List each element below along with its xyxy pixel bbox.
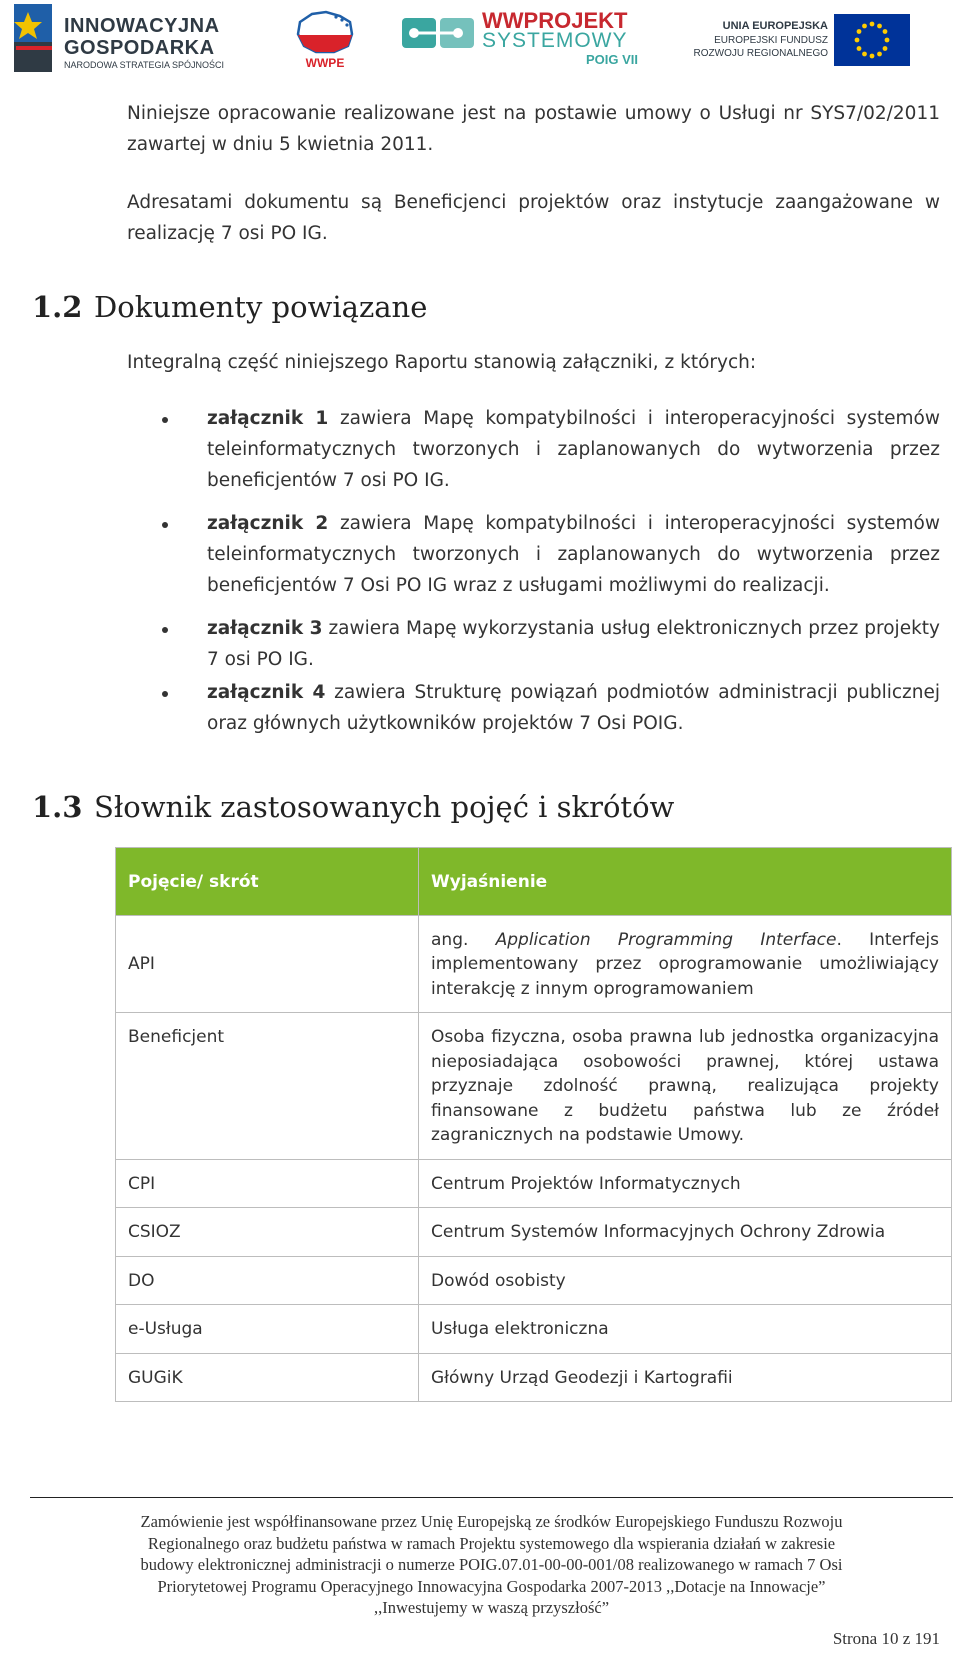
- network-icon: [400, 14, 478, 54]
- table-row: [116, 1159, 952, 1208]
- attachment-text: zawiera Strukturę powiązań podmiotów administracji publicznej oraz głównych użytkowników projektów 7 Osi POIG.: [207, 682, 940, 734]
- column-header-term: Pojęcie/ skrót: [116, 848, 419, 916]
- explanation-italic: Application Programming Interface: [495, 929, 837, 950]
- section-number: 1.3: [32, 790, 83, 824]
- projekt-logo-line2: SYSTEMOWY: [482, 29, 628, 52]
- term-cell: Beneficjent: [116, 1013, 419, 1160]
- term-cell: CPI: [116, 1159, 419, 1208]
- footer-line: budowy elektronicznej administracji o numerze POIG.07.01-00-00-001/08 realizowanego w ramach 7 Osi: [140, 1555, 843, 1574]
- explanation-cell: Główny Urząd Geodezji i Kartografii: [419, 1353, 952, 1402]
- ig-logo-line3: NARODOWA STRATEGIA SPÓJNOŚCI: [64, 60, 225, 70]
- explanation-cell: Dowód osobisty: [419, 1256, 952, 1305]
- explanation-cell: Centrum Systemów Informacyjnych Ochrony Zdrowia: [419, 1208, 952, 1257]
- explanation-cell: Centrum Projektów Informatycznych: [419, 1159, 952, 1208]
- attachment-text: zawiera Mapę wykorzystania usług elektronicznych przez projekty 7 osi PO IG.: [207, 618, 940, 670]
- intro-paragraph-1: Niniejsze opracowanie realizowane jest na postawie umowy o Usługi nr SYS7/02/2011 zawartej w dniu 5 kwietnia 2011.: [127, 103, 940, 155]
- column-header-explanation: Wyjaśnienie: [419, 848, 952, 916]
- attachment-label: załącznik 2: [207, 513, 329, 534]
- section-title: Dokumenty powiązane: [94, 290, 428, 324]
- footer-line: Regionalnego oraz budżetu państwa w ramach Projektu systemowego dla wspierania działań w zakresie: [147, 1533, 836, 1553]
- list-item: [127, 613, 940, 675]
- header-logos: [0, 0, 960, 80]
- footer-divider: [30, 1497, 953, 1498]
- poland-map-icon: [292, 8, 358, 56]
- eu-logo-line1: UNIA EUROPEJSKA: [722, 20, 828, 32]
- footer-line: Zamówienie jest współfinansowane przez Unię Europejską ze środków Europejskiego Funduszu Rozwoju: [140, 1512, 843, 1531]
- footer-line: Priorytetowej Programu Operacyjnego Innowacyjna Gospodarka 2007-2013 ,,Dotacje na Innowacje”: [157, 1576, 826, 1596]
- table-row: [116, 1256, 952, 1305]
- term-cell: CSIOZ: [116, 1208, 419, 1257]
- wwpe-label: WWPE: [305, 56, 345, 70]
- section-1-3-heading: [32, 790, 674, 824]
- term-cell: GUGiK: [116, 1353, 419, 1402]
- list-item: [127, 677, 940, 739]
- section-1-2-lead: Integralną część niniejszego Raportu stanowią załączniki, z których:: [127, 352, 757, 373]
- projekt-logo-line1: WWPROJEKT: [482, 8, 628, 33]
- projekt-logo-line3: POIG VII: [586, 52, 639, 67]
- table-row: [116, 1353, 952, 1402]
- list-item: [127, 403, 940, 496]
- explanation-text: . Interfejs implementowany przez oprogramowanie umożliwiający interakcję z innym oprogramowaniem: [431, 929, 939, 999]
- projekt-systemowy-logo: [400, 10, 660, 70]
- eu-logo: [693, 14, 920, 70]
- section-number: 1.2: [32, 290, 83, 324]
- intro-paragraph-2: Adresatami dokumentu są Beneficjenci projektów oraz instytucje zaangażowane w realizację 7 osi PO IG.: [127, 192, 940, 244]
- eu-flag-icon: [834, 14, 910, 66]
- term-cell: API: [116, 915, 419, 1013]
- page-number: Strona 10 z 191: [832, 1629, 940, 1648]
- list-item: [127, 508, 940, 601]
- explanation-prefix: ang.: [431, 929, 496, 950]
- attachment-label: załącznik 4: [207, 682, 326, 703]
- attachments-list: [127, 403, 940, 739]
- explanation-cell: [419, 915, 952, 1013]
- footer-text: [30, 1511, 953, 1619]
- attachment-label: załącznik 1: [207, 408, 329, 429]
- table-header-row: [116, 848, 952, 916]
- term-cell: DO: [116, 1256, 419, 1305]
- innowacyjna-gospodarka-logo: [10, 2, 250, 74]
- eu-logo-line2: EUROPEJSKI FUNDUSZ: [714, 35, 828, 46]
- table-row: [116, 1305, 952, 1354]
- table-row: [116, 915, 952, 1013]
- eu-logo-line3: ROZWOJU REGIONALNEGO: [693, 48, 828, 59]
- wwpe-logo: [292, 8, 362, 72]
- section-title: Słownik zastosowanych pojęć i skrótów: [94, 790, 675, 824]
- table-row: [116, 1013, 952, 1160]
- ig-star-icon: [10, 2, 54, 74]
- ig-logo-line2: GOSPODARKA: [64, 37, 215, 59]
- attachment-text: zawiera Mapę kompatybilności i interoperacyjności systemów teleinformatycznych tworzonych i zaplanowanych do wytworzenia przez beneficjentów 7 Osi PO IG wraz z usługami możliwymi do realizacji.: [207, 513, 940, 596]
- explanation-cell: Usługa elektroniczna: [419, 1305, 952, 1354]
- footer-line: ,,Inwestujemy w waszą przyszłość”: [373, 1598, 610, 1617]
- section-1-2-heading: [32, 290, 427, 324]
- attachment-text: zawiera Mapę kompatybilności i interoperacyjności systemów teleinformatycznych tworzonych i zaplanowanych do wytworzenia przez beneficjentów 7 osi PO IG.: [207, 408, 940, 491]
- bullet-icon: [162, 627, 168, 633]
- attachment-label: załącznik 3: [207, 618, 323, 639]
- term-cell: e-Usługa: [116, 1305, 419, 1354]
- bullet-icon: [162, 417, 168, 423]
- ig-logo-line1: INNOWACYJNA: [64, 15, 220, 37]
- explanation-cell: Osoba fizyczna, osoba prawna lub jednostka organizacyjna nieposiadająca osobowości prawnej, której ustawa przyznaje zdolność prawną, realizująca projekty finansowane z budżetu państwa lub ze źródeł zagranicznych na podstawie Umowy.: [419, 1013, 952, 1160]
- bullet-icon: [162, 691, 168, 697]
- table-row: [116, 1208, 952, 1257]
- glossary-table: [115, 847, 952, 1402]
- bullet-icon: [162, 522, 168, 528]
